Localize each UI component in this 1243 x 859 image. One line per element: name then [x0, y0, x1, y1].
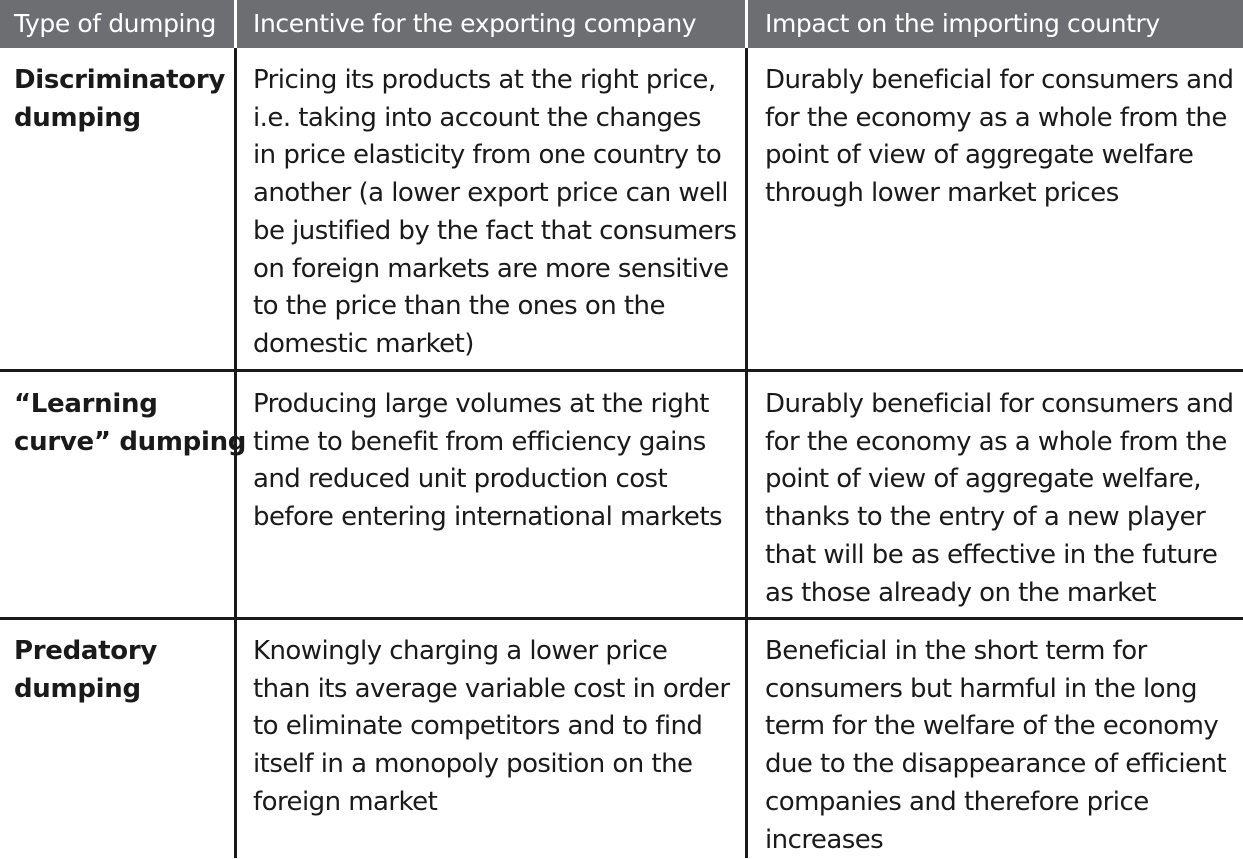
row-1-incentive: Pricing its products at the right price, i.e. taking into account the changes in price elasticity from one country to another (a lower export price can well be justified by the fact that consumers on foreign markets are more sensitive to the price than the ones on the domestic market) — [253, 65, 737, 359]
header-divider — [745, 0, 748, 48]
header-incentive: Incentive for the exporting company — [253, 9, 697, 38]
row-2-impact: Durably beneficial for consumers and for the economy as a whole from the point of view of aggregate welfare, thanks to the entry of a new player that will be as effective in the future as those already on the market — [765, 389, 1234, 608]
row-3-incentive: Knowingly charging a lower price than its average variable cost in order to eliminate competitors and to find itself in a monopoly position on the foreign market — [253, 636, 730, 817]
row-1-impact: Durably beneficial for consumers and for the economy as a whole from the point of view of aggregate welfare through lower market prices — [765, 65, 1234, 209]
header-type-of-dumping: Type of dumping — [14, 9, 217, 38]
row-3-type: Predatory dumping — [14, 636, 158, 704]
row-3-impact: Beneficial in the short term for consumers but harmful in the long term for the welfare of the economy due to the disappearance of efficient companies and therefore price increases — [765, 636, 1227, 855]
table-header-row — [0, 0, 1243, 48]
column-divider — [745, 48, 748, 858]
row-2-type: “Learning curve” dumping — [14, 389, 247, 457]
header-divider — [234, 0, 237, 48]
row-divider — [0, 369, 1243, 372]
row-2-incentive: Producing large volumes at the right time to benefit from efficiency gains and reduced unit production cost before entering international markets — [253, 389, 722, 533]
row-1-type: Discriminatory dumping — [14, 65, 226, 133]
header-impact: Impact on the importing country — [765, 9, 1160, 38]
row-divider — [0, 617, 1243, 620]
